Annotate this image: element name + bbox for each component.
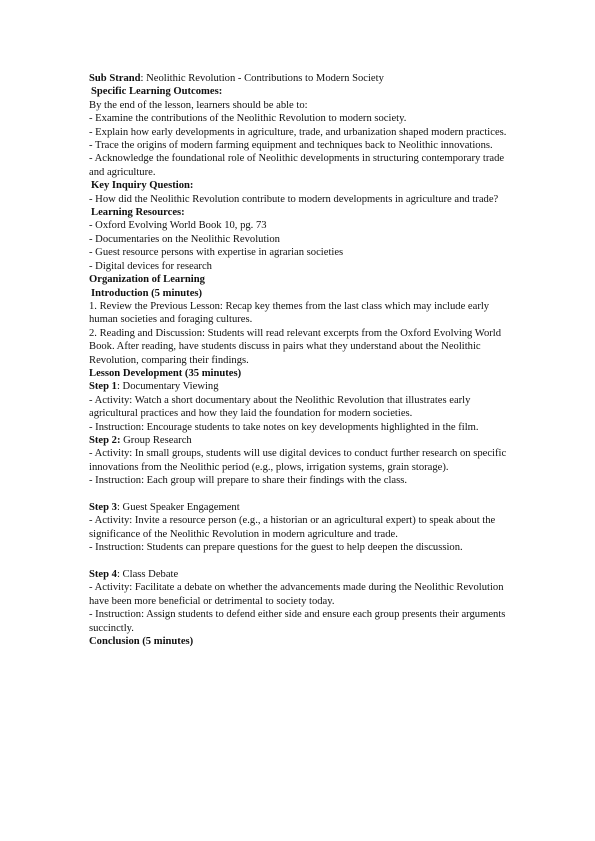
step-4-label: Step 4	[89, 569, 117, 580]
outcomes-heading: Specific Learning Outcomes:	[91, 86, 223, 98]
step-3-name: : Guest Speaker Engagement	[116, 501, 240, 513]
spacer	[89, 488, 519, 501]
resource-item: - Documentaries on the Neolithic Revolution	[89, 233, 280, 245]
introduction-heading: Introduction (5 minutes)	[91, 287, 203, 299]
step-1-instruction: - Instruction: Encourage students to take notes on key developments highlighted in the film.	[89, 421, 479, 433]
sub-strand-label: Sub Strand	[89, 73, 141, 84]
step-1-activity: - Activity: Watch a short documentary about the Neolithic Revolution that illustrates early agricultural practices and how they laid the foundation for modern societies.	[89, 394, 471, 420]
step-3-label: Step 3	[89, 501, 117, 513]
step-2-title	[89, 434, 519, 447]
sub-strand-text: : Neolithic Revolution - Contributions to Modern Society	[140, 73, 384, 84]
step-3-instruction: - Instruction: Students can prepare questions for the guest to help deepen the discussion.	[89, 542, 463, 554]
resource-item: - Digital devices for research	[89, 260, 212, 272]
step-3-activity: - Activity: Invite a resource person (e.g., a historian or an agricultural expert) to speak about the significance of the Neolithic Revolution in modern agriculture and trade.	[89, 515, 496, 540]
step-3-title	[89, 501, 519, 514]
outcome-item: - Acknowledge the foundational role of Neolithic developments in structuring contemporary trade and agriculture.	[89, 153, 505, 178]
introduction-item: 2. Reading and Discussion: Students will read relevant excerpts from the Oxford Evolving World Book. After reading, have students discuss in pairs what they understand about the Neolithic Revolution, comparing their findings.	[89, 327, 502, 366]
spacer	[89, 555, 519, 568]
development-heading: Lesson Development (35 minutes)	[89, 367, 242, 379]
outcome-item: - Examine the contributions of the Neolithic Revolution to modern society.	[89, 113, 407, 125]
step-1-name: : Documentary Viewing	[116, 381, 219, 393]
outcomes-intro: By the end of the lesson, learners should be able to:	[89, 99, 308, 111]
step-1-label: Step 1	[89, 381, 117, 393]
step-4-instruction: - Instruction: Assign students to defend either side and ensure each group presents their arguments succinctly.	[89, 609, 506, 634]
step-1-title	[89, 380, 519, 393]
step-4-title	[89, 568, 519, 581]
sub-strand-line	[89, 72, 519, 85]
organization-heading: Organization of Learning	[89, 274, 205, 286]
resources-heading: Learning Resources:	[91, 207, 185, 219]
step-2-label: Step 2:	[89, 434, 121, 446]
resource-item: - Oxford Evolving World Book 10, pg. 73	[89, 220, 267, 232]
inquiry-item: - How did the Neolithic Revolution contribute to modern developments in agriculture and trade?	[89, 193, 499, 205]
step-2-activity: - Activity: In small groups, students will use digital devices to conduct further research on specific innovations from the Neolithic period (e.g., plows, irrigation systems, grain storage).	[89, 448, 507, 473]
conclusion-heading: Conclusion (5 minutes)	[89, 636, 194, 648]
step-4-activity: - Activity: Facilitate a debate on whether the advancements made during the Neolithic Revolution have been more beneficial or detrimental to society today.	[89, 582, 504, 607]
introduction-item: 1. Review the Previous Lesson: Recap key themes from the last class which may include early human societies and foraging cultures.	[89, 300, 490, 326]
inquiry-heading: Key Inquiry Question:	[91, 180, 194, 192]
step-2-instruction: - Instruction: Each group will prepare to share their findings with the class.	[89, 475, 408, 487]
outcome-item: - Trace the origins of modern farming equipment and techniques back to Neolithic innovations.	[89, 140, 493, 152]
step-2-name: Group Research	[120, 434, 192, 446]
lesson-plan-document	[89, 72, 519, 648]
step-4-name: : Class Debate	[116, 569, 179, 580]
resource-item: - Guest resource persons with expertise in agrarian societies	[89, 247, 344, 259]
outcome-item: - Explain how early developments in agriculture, trade, and urbanization shaped modern practices.	[89, 126, 507, 138]
